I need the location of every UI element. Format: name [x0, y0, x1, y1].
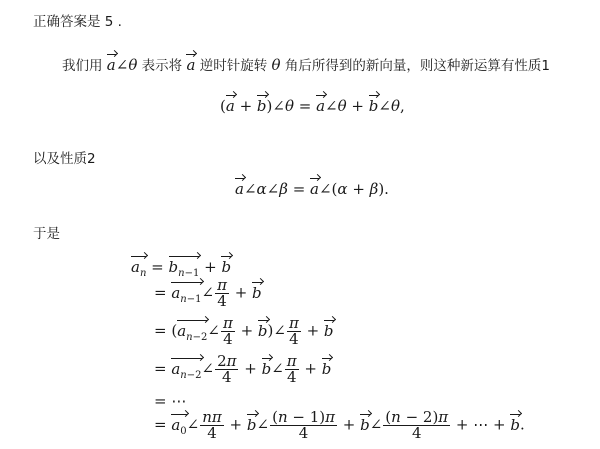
- def-text-2: 表示将: [141, 58, 183, 74]
- therefore-label: 于是: [33, 226, 60, 242]
- definition-paragraph: [62, 54, 550, 74]
- derivation-step-4: = $a_{n-2}\angle$ $\frac{2\pi}{4}$ + b∠ $\frac{\pi}{4}$ + b: [154, 352, 332, 386]
- def-text-1: 我们用: [62, 58, 103, 74]
- property1-formula: (a + b)∠θ = a∠θ + b∠θ,: [220, 97, 405, 115]
- intro-text: [33, 10, 122, 30]
- property2-label: 以及性质2: [33, 151, 96, 167]
- def-symbol-a-angle-theta: a∠θ: [106, 56, 138, 74]
- property2-formula: a∠α∠β = a∠(α + β).: [235, 180, 389, 198]
- derivation-step-2: = $a_{n-1}\angle$ $\frac{\pi}{4}$ + b: [154, 276, 262, 310]
- intro-sentence: 正确答案是 5 .: [33, 14, 122, 30]
- def-symbol-theta: θ: [271, 56, 281, 74]
- derivation-step-6: = $a_0\angle$ $\frac{n\pi}{4}$ + b∠ $\frac{(n - 1)\pi}{4}$ + b∠ $\frac{(n - 2)\pi}{4}$ + ⋯ + b.: [154, 408, 525, 442]
- def-symbol-a: a: [186, 56, 196, 74]
- derivation-step-3: = ($a_{n-2}\angle$ $\frac{\pi}{4}$ + b)∠ $\frac{\pi}{4}$ + b: [154, 314, 334, 348]
- derivation-step-5: = ⋯: [154, 392, 187, 410]
- def-text-3: 逆时针旋转: [199, 58, 268, 74]
- derivation-step-1: $a_n = b_{n-1} + b$: [131, 258, 232, 279]
- def-text-4: 角后所得到的新向量，则这种新运算有性质1: [284, 58, 550, 74]
